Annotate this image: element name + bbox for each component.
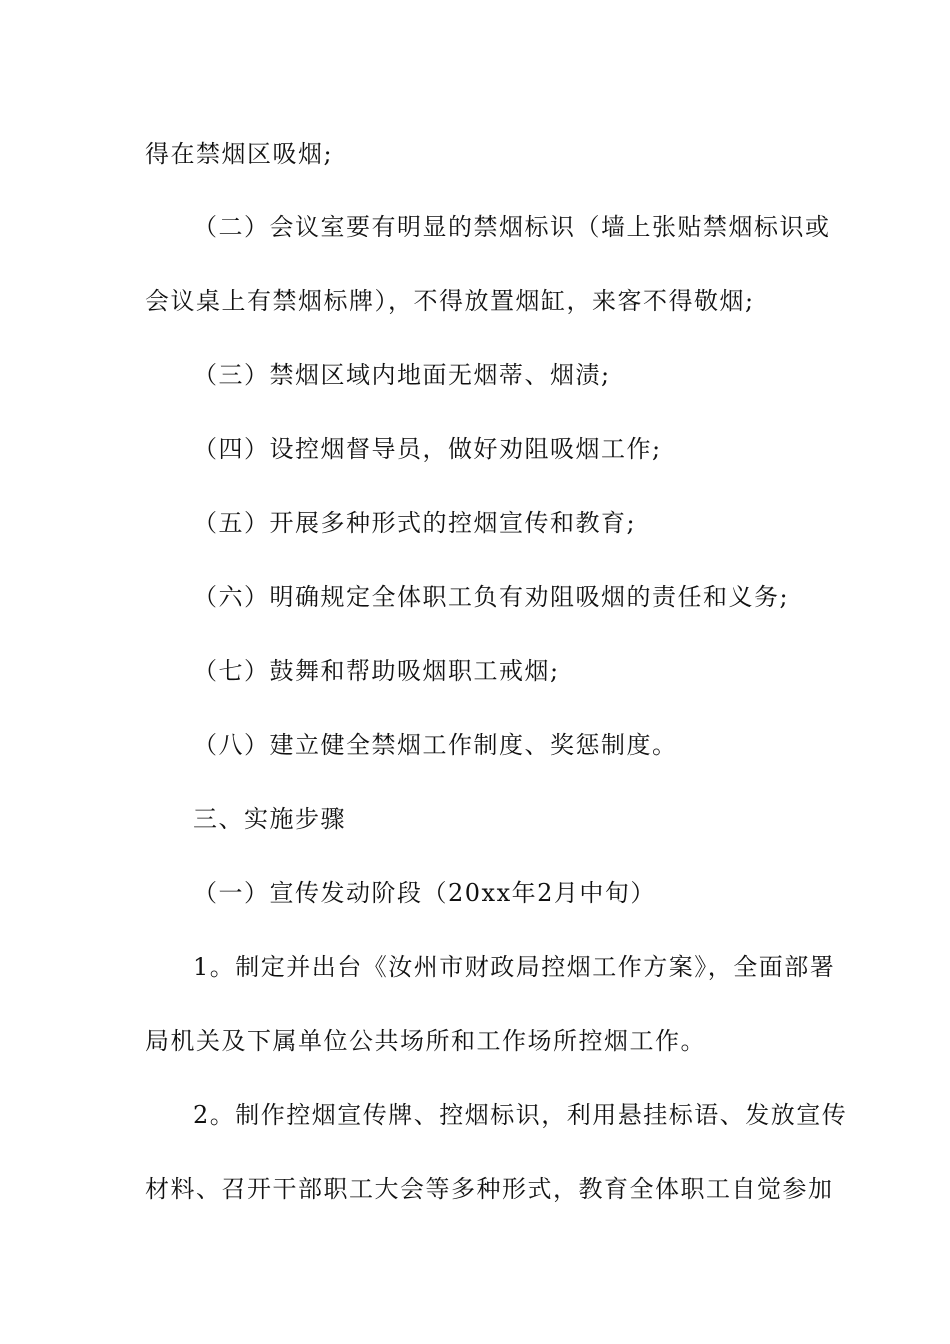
text-line: （六）明确规定全体职工负有劝阻吸烟的责任和义务; [193,583,790,611]
text-line: （五）开展多种形式的控烟宣传和教育; [193,509,637,537]
text-line: （一）宣传发动阶段（20xx年2月中旬） [193,879,656,907]
text-line: 局机关及下属单位公共场所和工作场所控烟工作。 [145,1027,706,1055]
text-line: 1。制定并出台《汝州市财政局控烟工作方案》，全面部署 [193,953,836,981]
text-line: （三）禁烟区域内地面无烟蒂、烟渍; [193,361,611,389]
text-line: 会议桌上有禁烟标牌），不得放置烟缸，来客不得敬烟; [145,287,755,315]
text-line: （八）建立健全禁烟工作制度、奖惩制度。 [193,731,678,759]
text-line: （二）会议室要有明显的禁烟标识（墙上张贴禁烟标识或 [193,213,831,241]
section-heading: 三、实施步骤 [193,805,346,833]
text-line: （四）设控烟督导员，做好劝阻吸烟工作; [193,435,662,463]
text-line: 得在禁烟区吸烟; [145,140,334,168]
text-line: （七）鼓舞和帮助吸烟职工戒烟; [193,657,560,685]
text-line: 2。制作控烟宣传牌、控烟标识，利用悬挂标语、发放宣传 [193,1101,848,1129]
text-line: 材料、召开干部职工大会等多种形式，教育全体职工自觉参加 [145,1175,834,1203]
